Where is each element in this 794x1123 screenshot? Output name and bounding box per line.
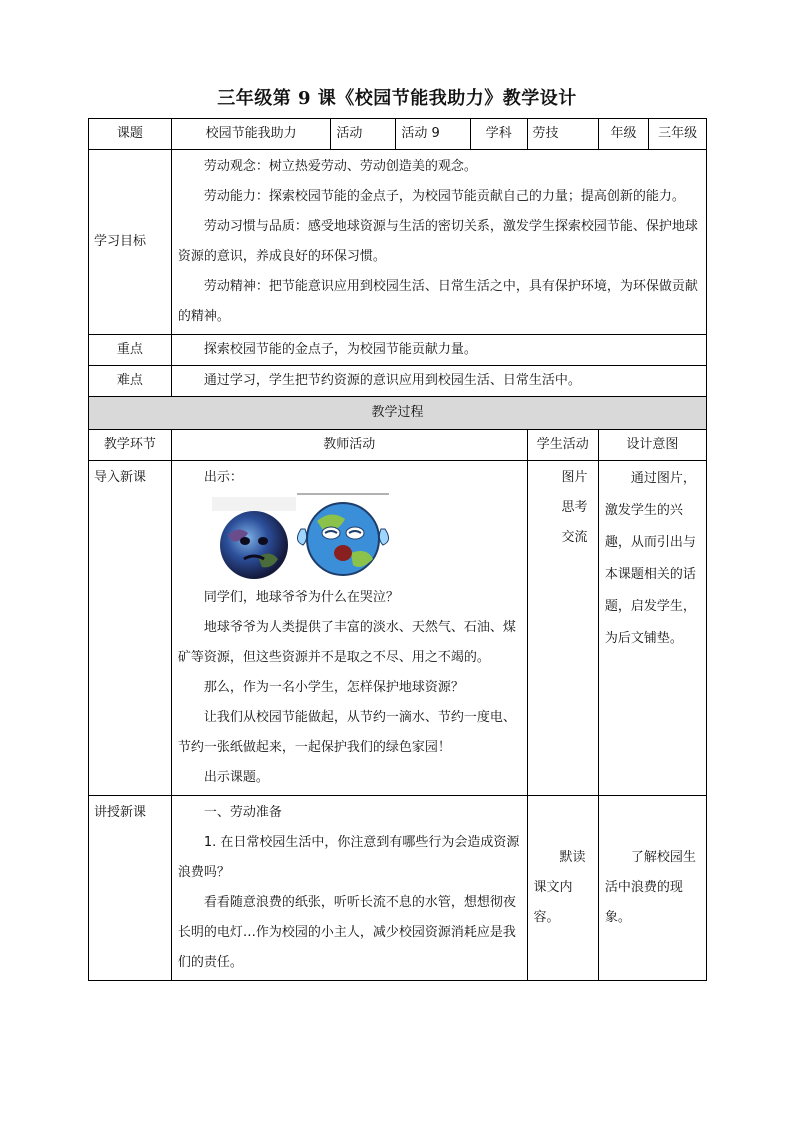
student-activity-item: 图片 <box>561 470 588 485</box>
difficulty-text: 通过学习，学生把节约资源的意识应用到校园生活、日常生活中。 <box>203 373 581 388</box>
subject-label: 学科 <box>470 119 527 150</box>
goals-label: 学习目标 <box>89 150 172 335</box>
intro-student <box>527 461 598 796</box>
col-student: 学生活动 <box>527 430 598 461</box>
lecture-intent-text: 了解校园生活中浪费的现象。 <box>604 850 696 925</box>
col-intent: 设计意图 <box>598 430 706 461</box>
topic-label: 课题 <box>89 119 172 150</box>
activity-value: 活动 9 <box>396 119 470 150</box>
lecture-teacher <box>171 796 527 981</box>
lecture-student-text: 默读课文内容。 <box>533 850 586 925</box>
intro-paragraph: 出示课题。 <box>203 770 269 785</box>
intro-intent <box>598 461 706 796</box>
page-title: 三年级第 9 课《校园节能我助力》教学设计 <box>217 88 577 109</box>
intro-paragraph: 地球爷爷为人类提供了丰富的淡水、天然气、石油、煤矿等资源，但这些资源并不是取之不尽、用之不竭的。 <box>177 620 516 665</box>
difficulty-label: 难点 <box>89 366 172 397</box>
intro-row <box>89 461 707 796</box>
key-point-text: 探索校园节能的金点子，为校园节能贡献力量。 <box>203 342 477 357</box>
lecture-stage: 讲授新课 <box>89 796 172 981</box>
lecture-row <box>89 796 707 981</box>
subject-value: 劳技 <box>527 119 598 150</box>
goal-item: 劳动能力：探索校园节能的金点子，为校园节能贡献自己的力量；提高创新的能力。 <box>203 189 685 204</box>
student-activity-item: 思考 <box>561 500 588 515</box>
lesson-plan-table <box>88 118 707 981</box>
column-header-row <box>89 430 707 461</box>
col-teacher: 教师活动 <box>171 430 527 461</box>
process-header: 教学过程 <box>89 397 707 430</box>
intro-images <box>178 493 521 583</box>
col-stage: 教学环节 <box>89 430 172 461</box>
lecture-student <box>527 796 598 981</box>
intro-paragraph: 让我们从校园节能做起，从节约一滴水、节约一度电、节约一张纸做起来，一起保护我们的绿色家园！ <box>177 710 516 755</box>
student-activity-item: 交流 <box>561 530 588 545</box>
goal-item: 劳动观念：树立热爱劳动、劳动创造美的观念。 <box>203 159 477 174</box>
difficulty-row <box>89 366 707 397</box>
intro-paragraph: 那么，作为一名小学生，怎样保护地球资源？ <box>203 680 464 695</box>
grade-label: 年级 <box>598 119 648 150</box>
intro-intent-text: 通过图片，激发学生的兴趣，从而引出与本课题相关的话题，启发学生，为后文铺垫。 <box>604 471 696 646</box>
lecture-intent <box>598 796 706 981</box>
header-row <box>89 119 707 150</box>
lecture-paragraph: 看看随意浪费的纸张，听听长流不息的水管，想想彻夜长明的电灯…作为校园的小主人，减少校园资源消耗应是我们的责任。 <box>177 895 516 970</box>
intro-paragraph: 同学们，地球爷爷为什么在哭泣？ <box>203 590 399 605</box>
lecture-paragraph: 1. 在日常校园生活中，你注意到有哪些行为会造成资源浪费吗？ <box>177 835 520 880</box>
key-point-row <box>89 335 707 366</box>
intro-teacher <box>171 461 527 796</box>
goals-row <box>89 150 707 335</box>
goal-item: 劳动精神：把节能意识应用到校园生活、日常生活之中，具有保护环境，为环保做贡献的精神。 <box>177 279 698 324</box>
earth-crying-image <box>295 493 391 579</box>
activity-label: 活动 <box>331 119 396 150</box>
topic-value: 校园节能我助力 <box>171 119 330 150</box>
show-label: 出示： <box>203 470 243 485</box>
goals-content <box>171 150 706 335</box>
earth-sad-image <box>212 497 296 581</box>
lecture-heading: 一、劳动准备 <box>203 805 282 820</box>
goal-item: 劳动习惯与品质：感受地球资源与生活的密切关系，激发学生探索校园节能、保护地球资源的意识，养成良好的环保习惯。 <box>177 219 698 264</box>
intro-stage: 导入新课 <box>89 461 172 796</box>
process-header-row <box>89 397 707 430</box>
grade-value: 三年级 <box>649 119 707 150</box>
key-point-label: 重点 <box>89 335 172 366</box>
